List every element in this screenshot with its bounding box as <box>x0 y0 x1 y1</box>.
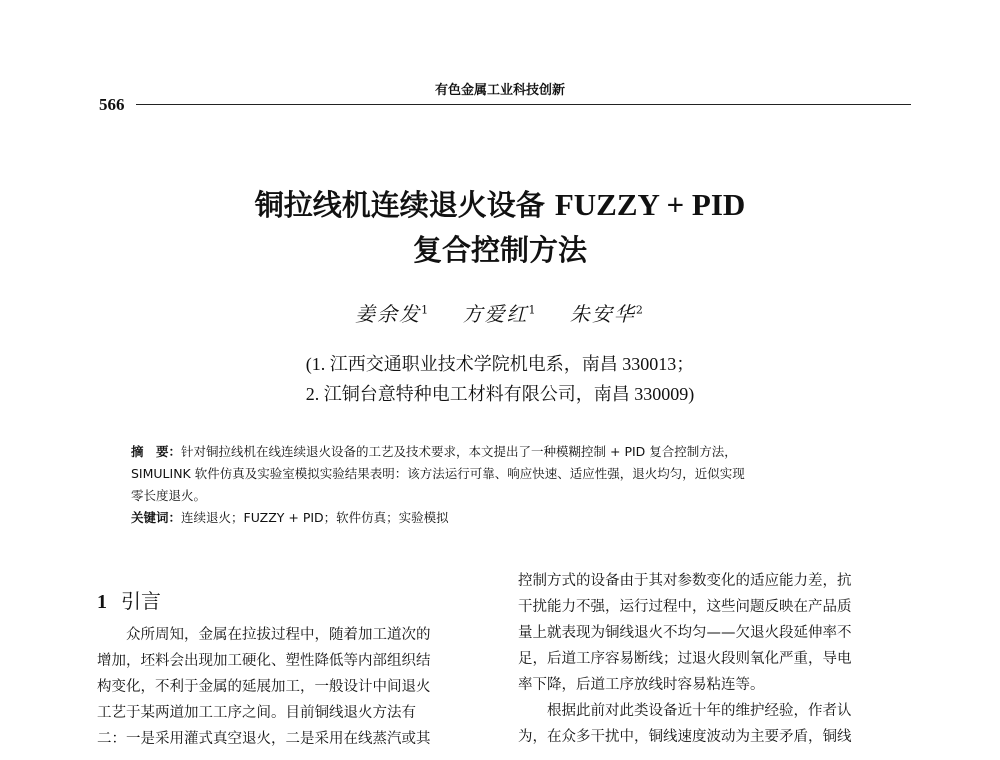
author-list <box>0 298 1000 327</box>
body-line: 构变化，不利于金属的延展加工，一般设计中间退火 <box>97 679 431 695</box>
body-column-right <box>518 568 910 750</box>
body-line: 干扰能力不强，运行过程中，这些问题反映在产品质 <box>518 599 852 615</box>
body-line: 工艺于某两道加工工序之间。目前铜线退火方法有 <box>97 705 416 721</box>
body-line: 率下降，后道工序放线时容易粘连等。 <box>518 677 765 693</box>
section-title: 引言 <box>121 591 161 613</box>
abstract-text: 针对铜拉线机在线连续退火设备的工艺及技术要求，本文提出了一种模糊控制 + PID 复合控制方法， <box>181 444 737 459</box>
section-heading <box>97 585 161 614</box>
author-name: 姜余发 <box>355 302 422 326</box>
keywords-text: 连续退火；FUZZY + PID；软件仿真；实验模拟 <box>181 510 449 525</box>
abstract-block <box>131 441 873 529</box>
body-column-left <box>97 622 492 752</box>
author <box>570 302 645 326</box>
abstract-line: SIMULINK 软件仿真及实验室模拟实验结果表明：该方法运行可靠、响应快速、适应性强，退火均匀，近似实现 <box>131 466 745 481</box>
author-name: 方爱红 <box>462 302 529 326</box>
title-latin-part: FUZZY + PID <box>554 187 746 222</box>
header-rule <box>136 104 911 105</box>
author-affil-mark: 1 <box>528 303 538 317</box>
page-number: 566 <box>99 95 125 114</box>
body-line: 众所周知，金属在拉拔过程中，随着加工道次的 <box>126 627 431 643</box>
author-affil-mark: 2 <box>635 303 645 317</box>
abstract-line <box>131 441 873 463</box>
author <box>355 302 430 326</box>
affiliation: 2. 江铜台意特种电工材料有限公司，南昌 330009) <box>305 384 695 404</box>
body-line: 量上就表现为铜线退火不均匀——欠退火段延伸率不 <box>518 625 852 641</box>
keywords-label: 关键词： <box>131 510 182 525</box>
affiliation: (1. 江西交通职业技术学院机电系，南昌 330013； <box>305 354 695 374</box>
author-name: 朱安华 <box>569 302 636 326</box>
author <box>463 302 538 326</box>
body-line: 为，在众多干扰中，铜线速度波动为主要矛盾，铜线 <box>518 729 852 745</box>
body-line: 根据此前对此类设备近十年的维护经验，作者认 <box>547 703 852 719</box>
keywords-line <box>131 507 873 529</box>
body-line: 增加，坯料会出现加工硬化、塑性降低等内部组织结 <box>97 653 431 669</box>
body-line: 控制方式的设备由于其对参数变化的适应能力差，抗 <box>518 573 852 589</box>
author-affil-mark: 1 <box>421 303 431 317</box>
body-line: 足，后道工序容易断线；过退火段则氧化严重，导电 <box>518 651 852 667</box>
section-number: 1 <box>97 591 107 613</box>
abstract-line: 零长度退火。 <box>131 488 207 503</box>
paper-title-line1 <box>0 182 1000 228</box>
abstract-label: 摘 要： <box>131 444 182 459</box>
paper-title-line2: 复合控制方法 <box>412 233 587 267</box>
title-cn-part: 铜拉线机连续退火设备 <box>254 188 555 222</box>
body-line: 二：一是采用灌式真空退火，二是采用在线蒸汽或其 <box>97 731 431 747</box>
journal-name: 有色金属工业科技创新 <box>434 83 565 98</box>
